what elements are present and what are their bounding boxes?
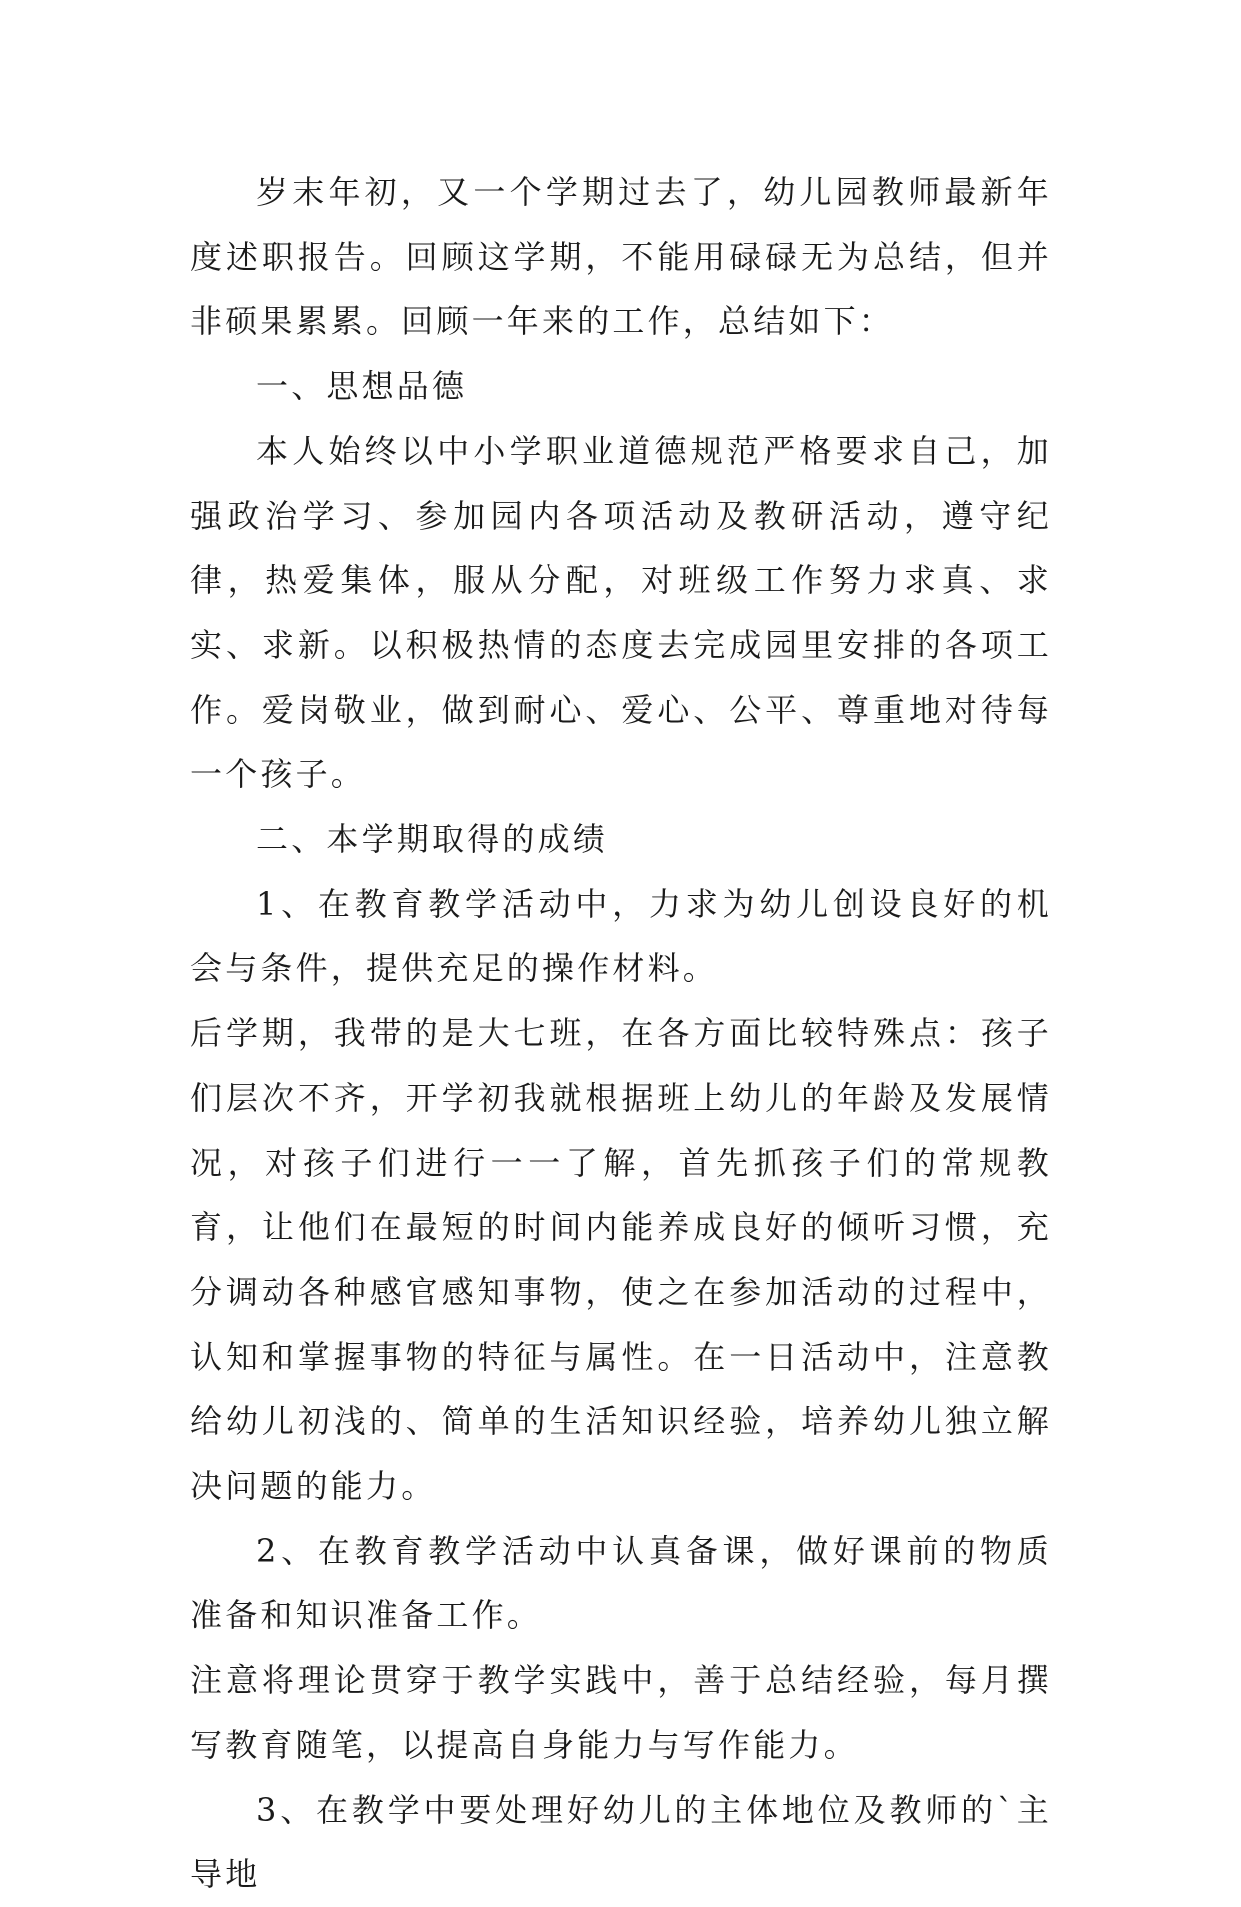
document-body [190, 160, 1052, 1907]
paragraph-achievement-3: 3、在教学中要处理好幼儿的主体地位及教师的`主导地 [190, 1790, 1052, 1894]
paragraph-achievement-1: 1、在教育教学活动中，力求为幼儿创设良好的机会与条件，提供充足的操作材料。 [190, 884, 1052, 988]
paragraph-theory-practice: 注意将理论贯穿于教学实践中，善于总结经验，每月撰写教育随笔，以提高自身能力与写作能力。 [190, 1661, 1052, 1764]
paragraph-intro: 岁末年初，又一个学期过去了，幼儿园教师最新年度述职报告。回顾这学期，不能用碌碌无为总结，但并非硕果累累。回顾一年来的工作，总结如下： [190, 173, 1052, 341]
paragraph-achievement-2: 2、在教育教学活动中认真备课，做好课前的物质准备和知识准备工作。 [190, 1531, 1052, 1635]
paragraph-ideology-morality: 本人始终以中小学职业道德规范严格要求自己，加强政治学习、参加园内各项活动及教研活动，遵守纪律，热爱集体，服从分配，对班级工作努力求真、求实、求新。以积极热情的态度去完成园里安排的各项工作。爱岗敬业，做到耐心、爱心、公平、尊重地对待每一个孩子。 [190, 431, 1052, 794]
paragraph-class-details: 后学期，我带的是大七班，在各方面比较特殊点：孩子们层次不齐，开学初我就根据班上幼儿的年龄及发展情况，对孩子们进行一一了解，首先抓孩子们的常规教育，让他们在最短的时间内能养成良好的倾听习惯，充分调动各种感官感知事物，使之在参加活动的过程中，认知和掌握事物的特征与属性。在一日活动中，注意教给幼儿初浅的、简单的生活知识经验，培养幼儿独立解决问题的能力。 [190, 1014, 1052, 1506]
heading-ideology-morality: 一、思想品德 [256, 367, 468, 406]
heading-achievements: 二、本学期取得的成绩 [256, 820, 609, 859]
